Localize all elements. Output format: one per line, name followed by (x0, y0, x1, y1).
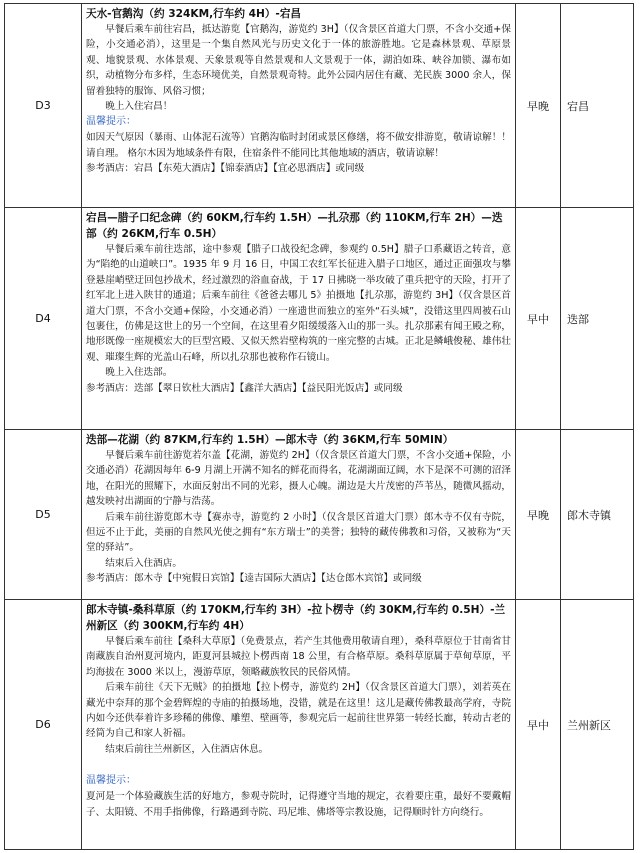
meal-cell: 早晚 (516, 4, 561, 208)
hotel-reference: 参考酒店：迭部【翠日钦杜大酒店】【鑫洋大酒店】【益民阳光饭店】或同级 (86, 382, 403, 394)
table-row (5, 600, 634, 850)
route-title: 宕昌—腊子口纪念碑（约 60KM,行车约 1.5H）—扎尕那（约 110KM,行车 2H）—迭部（约 26KM,行车 0.5H） (86, 212, 503, 240)
route-title: 迭部—花湖（约 87KM,行车约 1.5H）—郎木寺（约 36KM,行车 50MIN） (86, 434, 454, 446)
table-row (5, 208, 634, 430)
table-row (5, 4, 634, 208)
hotel-cell: 兰州新区 (561, 600, 634, 850)
table-row (5, 430, 634, 600)
content-cell (82, 430, 516, 600)
paragraph: 早餐后乘车前往迭部，途中参观【腊子口战役纪念碑，参观约 0.5H】腊子口系藏语之转音，意为“陷绝的山道峡口”。1935 年 9 月 16 日，中国工农红军长征进入腊子口地区，通过正面强攻与攀登悬崖峭壁迂回包抄战术，经过激烈的浴血奋战，于 17 日拂晓一举攻破了重兵把守的天险，打开了红军北上进入陕甘的通道；后乘车前往《爸爸去哪儿 5》拍摄地【扎尕那，游览约 3H】（仅含景区首道大门票，不含小交通+保险，小交通必消）一座遗世而独立的室外“石头城”，没错这里四周被石山包裹住，仿佛是这世上的另一个空间，在这里看夕阳缓缓落入山的那一头。扎尕那素有闻王殿之称，地形既像一座规模宏大的巨型宫殿、又似天然岩壁构筑的一座完整的古城。正北是鳞峨俊秘、雄伟壮观、璀璨生辉的光盖山石峰，所以扎尕那也被称作石镜山。 (86, 244, 511, 363)
paragraph: 后乘车前往游览郎木寺【赛赤寺，游览约 2 小时】（仅含景区首道大门票）郎木寺不仅有寺院，但远不止于此，美丽的自然风光使之拥有“东方瑞士”的美誉；独特的藏传佛教和习俗，又被称为“天堂的驿站”。 (86, 511, 511, 554)
meal-cell: 早中 (516, 600, 561, 850)
day-cell: D6 (5, 600, 82, 850)
tip-label: 温馨提示： (86, 116, 136, 128)
spacer (86, 757, 511, 773)
day-cell: D5 (5, 430, 82, 600)
tip-label: 温馨提示： (86, 775, 136, 787)
route-title: 天水-官鹅沟（约 324KM,行车约 4H）-宕昌 (86, 8, 302, 20)
paragraph: 后乘车前往《天下无贼》的拍摄地【拉卜楞寺，游览约 2H】（仅含景区首道大门票），刘若英在藏光中奈拜的那个金碧辉煌的寺庙的拍摄场地，没错，就是在这里！这儿是藏传佛教最高学府，寺院内如今还供奉着许多珍稀的佛像、雕塑、壁画等，参观完后一起前往世界第一转经长廊，转动古老的经筒为自己和家人祈福。 (86, 682, 511, 740)
paragraph: 结束后入住酒店。 (105, 557, 182, 569)
hotel-cell: 迭部 (561, 208, 634, 430)
paragraph: 晚上入住迭部。 (105, 367, 173, 379)
content-cell (82, 4, 516, 208)
paragraph: 晚上入住宕昌！ (105, 101, 173, 113)
hotel-reference: 参考酒店：郎木寺【中宛假日宾馆】【逵吉国际大酒店】【达仓郎木宾馆】或同级 (86, 573, 422, 585)
meal-cell: 早中 (516, 208, 561, 430)
hotel-cell: 郎木寺镇 (561, 430, 634, 600)
tip-text: 夏河是一个体验藏族生活的好地方，参观寺院时，记得遵守当地的规定，衣着要庄重，最好不要戴帽子、太阳镜、不用手指佛像，行路遇到寺院、玛尼堆、佛塔等宗教设施，记得顺时针方向绕行。 (86, 791, 511, 818)
paragraph: 早餐后乘车前往【桑科大草原】（免费景点，若产生其他费用敬请自理），桑科草原位于甘南省甘南藏族自治州夏河境内，距夏河县城拉卜楞西南 18 公里，有合格草原。桑科草原属于草甸草原，平均海拔在 3000 米以上，漫游草原，领略藏族牧民的民俗风情。 (86, 636, 511, 678)
paragraph: 早餐后乘车前往宕昌，抵达游览【官鹅沟，游览约 3H】（仅含景区首道大门票，不含小交通+保险，小交通必消），这里是一个集自然风光与历史文化于一体的旅游胜地。它是森林景观、草原景观、地貌景观、水体景观、天象景观等自然景观和人文景观于一体，湖泊如珠、峡谷加锁、瀑布如织，动植物分布多样，生态环境优美，自然景观奇特。此外公园内居住有藏、羌民族 3000 余人，保留着独特的服饰、风俗习惯； (86, 24, 511, 97)
tip-text: 如因天气原因（暴雨、山体泥石流等）官鹅沟临时封闭或景区修缮，将不做安排游览，敬请谅解！！请自理。 格尔木因为地域条件有限，住宿条件不能同比其他地域的酒店，敬请谅解！ (86, 132, 511, 159)
paragraph: 结束后前往兰州新区，入住酒店休息。 (105, 743, 269, 755)
content-cell (82, 600, 516, 850)
day-cell: D3 (5, 4, 82, 208)
meal-cell: 早晚 (516, 430, 561, 600)
hotel-reference: 参考酒店：宕昌【东苑大酒店】【锦泰酒店】【宜必思酒店】或同级 (86, 163, 365, 175)
route-title: 郎木寺镇-桑科草原（约 170KM,行车约 3H）-拉卜楞寺（约 30KM,行车约 0.5H）-兰州新区（约 300KM,行车约 4H） (86, 604, 506, 632)
hotel-cell: 宕昌 (561, 4, 634, 208)
day-cell: D4 (5, 208, 82, 430)
paragraph: 早餐后乘车前往游览若尔盖【花湖，游览约 2H】（仅含景区首道大门票，不含小交通+保险，小交通必消）花湖因每年 6-9 月湖上开满不知名的鲜花而得名，花湖湖面辽阔，水下是深不可测的沼泽地，在阳光的照耀下，水面反射出不同的光彩，摄人心魄。湖边是大片茂密的芦苇丛，随微风摇动，越发映衬出湖面的宁静与浩荡。 (86, 450, 511, 508)
itinerary-table (4, 3, 634, 850)
content-cell (82, 208, 516, 430)
